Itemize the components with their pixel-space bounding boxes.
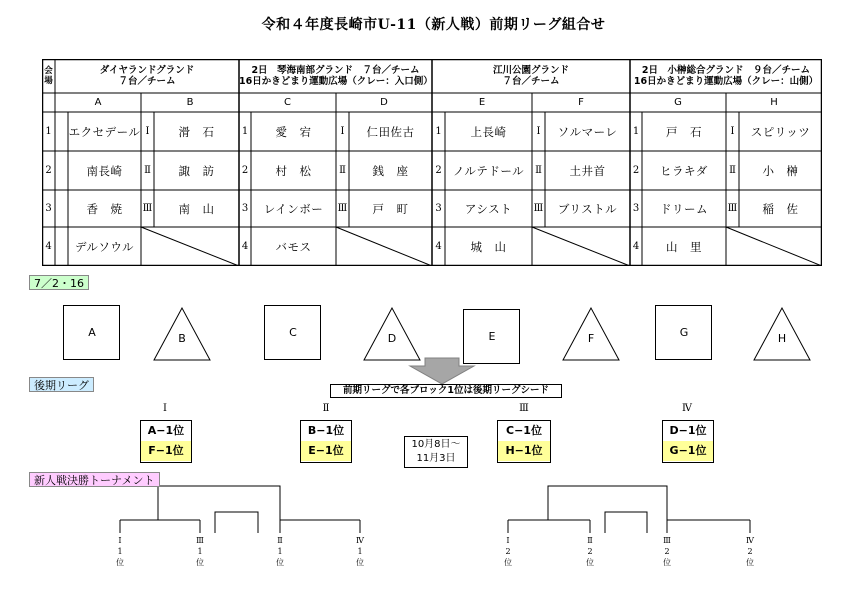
- seed-bottom: E−1位: [301, 441, 351, 461]
- slot-char: Ⅱ: [277, 536, 283, 545]
- slot-char: 2: [747, 547, 753, 556]
- slot-char: 位: [586, 558, 594, 567]
- row-number: 3: [45, 203, 52, 214]
- slot-char: 1: [117, 547, 123, 556]
- row-number: 2: [435, 165, 442, 176]
- slot-char: 位: [663, 558, 671, 567]
- seed-top: B−1位: [307, 424, 345, 437]
- row-number: Ⅲ: [142, 203, 153, 214]
- row-number: 1: [45, 126, 52, 137]
- slot-char: 2: [587, 547, 593, 556]
- row-number: 3: [632, 203, 640, 214]
- row-number: 2: [632, 165, 640, 176]
- seed-box-2: [300, 420, 352, 463]
- slot-char: 位: [116, 558, 124, 567]
- venue-2: 2日 琴海南部グランド ７台／チーム 16日かきどまり運動広場（クレー：入口側）: [239, 65, 433, 87]
- row-number: 1: [435, 126, 442, 137]
- row-number: Ⅱ: [339, 165, 346, 176]
- team-cell: 香 焼: [86, 201, 123, 216]
- slot-char: 位: [276, 558, 284, 567]
- seed-roman-1: Ⅰ: [163, 403, 167, 414]
- slot-char: Ⅰ: [506, 536, 510, 545]
- tournament-slot: [660, 535, 674, 568]
- team-cell: 稲 佐: [762, 201, 799, 216]
- seed-roman-4: Ⅳ: [682, 403, 692, 414]
- slot-char: 位: [746, 558, 754, 567]
- seed-bottom: G−1位: [663, 441, 713, 461]
- slot-char: 1: [197, 547, 203, 556]
- slot-char: 位: [196, 558, 204, 567]
- seed-top: C−1位: [506, 424, 542, 437]
- row-number: 4: [241, 241, 249, 252]
- tournament-slot: [273, 535, 287, 568]
- row-number: 3: [241, 203, 249, 214]
- slot-char: 位: [504, 558, 512, 567]
- venue-4: 2日 小榊総合グランド ９台／チーム 16日かきどまり運動広場（クレー：山側）: [633, 65, 819, 87]
- column-header: H: [770, 97, 778, 108]
- team-cell: 銭 座: [372, 163, 409, 178]
- slot-char: Ⅰ: [118, 536, 122, 545]
- team-cell: ブリストル: [557, 201, 618, 216]
- seed-box-1: [140, 420, 192, 463]
- team-cell: ソルマーレ: [557, 124, 618, 139]
- tournament-slot: [113, 535, 127, 568]
- second-league-badge: 後期リーグ: [29, 377, 94, 392]
- seed-top: D−1位: [669, 424, 707, 437]
- slot-char: Ⅳ: [746, 536, 754, 545]
- team-cell: 諏 訪: [178, 163, 215, 178]
- seed-note: 前期リーグで各ブロック1位は後期リーグシード: [330, 384, 562, 398]
- column-header: E: [478, 97, 486, 108]
- venue-header: 会場: [44, 66, 53, 86]
- row-number: 4: [632, 241, 640, 252]
- block-label-g: G: [679, 326, 689, 339]
- slot-char: 1: [277, 547, 283, 556]
- row-number: Ⅰ: [536, 126, 541, 137]
- block-label-c: C: [289, 326, 297, 339]
- team-cell: 村 松: [275, 163, 312, 178]
- date-badge: 7／2・16: [29, 275, 89, 290]
- seed-bottom: F−1位: [141, 441, 191, 461]
- tournament-slot: [501, 535, 515, 568]
- tournament-slot: [743, 535, 757, 568]
- team-cell: 南 山: [178, 201, 215, 216]
- seed-roman-2: Ⅱ: [322, 403, 330, 414]
- team-cell: 滑 石: [178, 124, 215, 139]
- row-number: Ⅱ: [535, 165, 542, 176]
- block-label-d: D: [387, 332, 397, 345]
- team-cell: レインボー: [263, 201, 324, 216]
- block-label-a: A: [88, 326, 96, 339]
- slot-char: 位: [356, 558, 364, 567]
- column-header: A: [94, 97, 102, 108]
- tournament-slot: [193, 535, 207, 568]
- down-arrow: [410, 358, 474, 384]
- slot-char: 2: [505, 547, 511, 556]
- slot-char: Ⅳ: [356, 536, 364, 545]
- team-cell: 土井首: [569, 163, 606, 178]
- column-header: B: [186, 97, 194, 108]
- slot-char: 2: [664, 547, 670, 556]
- row-number: 2: [45, 165, 52, 176]
- team-cell: 戸 石: [666, 124, 702, 139]
- page-title: 令和４年度長崎市U-11（新人戦）前期リーグ組合せ: [261, 17, 606, 33]
- team-cell: スピリッツ: [750, 124, 811, 139]
- team-cell: 南長崎: [86, 163, 123, 178]
- row-number: Ⅲ: [727, 203, 738, 214]
- tournament-slot: [583, 535, 597, 568]
- block-label-e: E: [488, 330, 496, 343]
- column-header: G: [674, 97, 682, 108]
- row-number: 1: [241, 126, 249, 137]
- team-cell: エクセデール: [68, 124, 141, 139]
- row-number: 4: [435, 241, 442, 252]
- team-cell: 愛 宕: [275, 124, 312, 139]
- slot-char: Ⅲ: [663, 536, 671, 545]
- team-cell: デルソウル: [74, 239, 135, 254]
- team-cell: ドリーム: [660, 201, 708, 216]
- column-header: C: [284, 97, 291, 108]
- row-number: 3: [435, 203, 442, 214]
- row-number: 1: [632, 126, 640, 137]
- date-range: [404, 436, 468, 468]
- row-number: 2: [241, 165, 249, 176]
- seed-top: A−1位: [147, 424, 185, 437]
- row-number: Ⅱ: [144, 165, 151, 176]
- team-cell: 山 里: [666, 239, 702, 254]
- team-cell: 上長崎: [470, 124, 507, 139]
- team-cell: バモス: [275, 239, 312, 254]
- row-number: Ⅱ: [729, 165, 736, 176]
- block-label-h: H: [777, 332, 787, 345]
- team-cell: ヒラキダ: [660, 163, 708, 178]
- team-cell: 戸 町: [372, 201, 409, 216]
- seed-bottom: H−1位: [498, 441, 550, 461]
- venue-3: 江川公園グランド ７台／チーム: [492, 65, 569, 87]
- team-cell: 城 山: [470, 239, 507, 254]
- slot-char: Ⅲ: [196, 536, 204, 545]
- team-cell: 仁田佐古: [366, 124, 415, 139]
- team-cell: アシスト: [464, 201, 513, 216]
- seed-box-4: [662, 420, 714, 463]
- team-cell: ノルテドール: [452, 163, 525, 178]
- tournament-badge: 新人戦決勝トーナメント: [29, 472, 160, 487]
- slot-char: 1: [357, 547, 363, 556]
- column-header: F: [578, 97, 584, 108]
- seed-box-3: [497, 420, 551, 463]
- venue-1: ダイヤランドグランド ７台／チーム: [99, 65, 195, 87]
- row-number: Ⅰ: [340, 126, 345, 137]
- slot-char: Ⅱ: [587, 536, 593, 545]
- row-number: Ⅲ: [337, 203, 348, 214]
- team-cell: 小 榊: [762, 163, 799, 178]
- block-label-f: F: [587, 332, 595, 345]
- column-header: D: [380, 97, 388, 108]
- row-number: Ⅰ: [730, 126, 735, 137]
- tournament-slot: [353, 535, 367, 568]
- date-line-2: 11月3日: [416, 453, 456, 464]
- date-line-1: 10月8日〜: [411, 439, 461, 450]
- seed-roman-3: Ⅲ: [519, 403, 529, 414]
- row-number: Ⅰ: [145, 126, 150, 137]
- row-number: 4: [45, 241, 52, 252]
- row-number: Ⅲ: [533, 203, 544, 214]
- block-label-b: B: [178, 332, 186, 345]
